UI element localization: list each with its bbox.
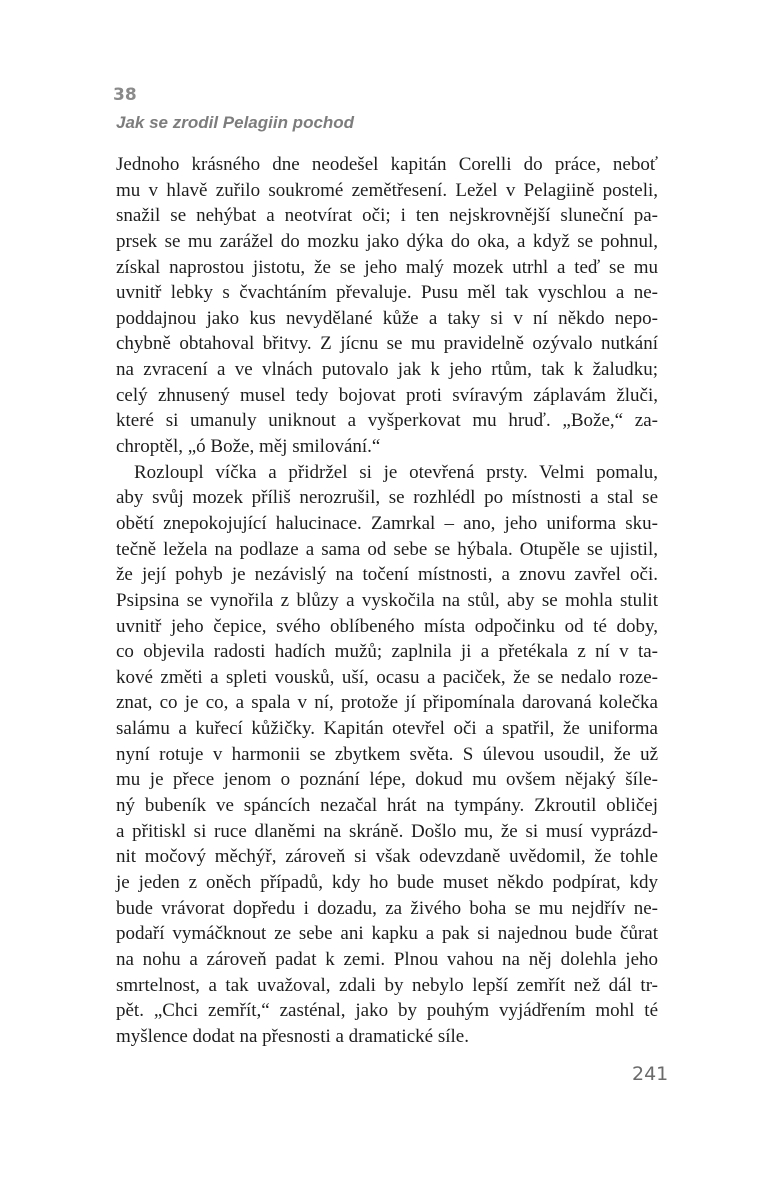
text-line: nyní rotuje v harmonii se zbytkem světa. S úlevou usoudil, že už [116,743,658,765]
text-line: co objevila radosti hadích mužů; zaplnila ji a přetékala z ní v ta- [116,641,658,663]
text-line: ný bubeník ve spáncích nezačal hrát na tympány. Zkroutil obličej [116,795,658,817]
text-line: na zvracení a ve vlnách putovalo jak k jeho rtům, tak k žaludku; [116,359,658,381]
text-line: tečně ležela na podlaze a sama od sebe se hýbala. Otupěle se ujistil, [116,538,658,560]
text-line: snažil se nehýbat a neotvírat oči; i ten nejskrovnější sluneční pa- [116,205,658,227]
text-line: smrtelnost, a tak uvažoval, zdali by nebylo lepší zemřít než dál tr- [116,974,658,996]
text-line: obětí znepokojující halucinace. Zamrkal – ano, jeho uniforma sku- [116,512,658,534]
text-line: Rozloupl víčka a přidržel si je otevřená prsty. Velmi pomalu, [134,461,658,483]
text-line: získal naprostou jistotu, že se jeho malý mozek utrhl a teď se mu [116,256,658,278]
text-line: znat, co je co, a spala v ní, protože jí připomínala darovaná kolečka [116,692,658,714]
text-line: je jeden z oněch případů, kdy ho bude muset někdo podpírat, kdy [116,871,658,893]
text-line: Psipsina se vynořila z blůzy a vyskočila na stůl, aby se mohla stulit [116,589,658,611]
text-line: podaří vymáčknout ze sebe ani kapku a pak si najednou bude čůrat [116,923,658,945]
text-line: na nohu a zároveň padat k zemi. Plnou vahou na něj dolehla jeho [116,948,658,970]
text-line: mu v hlavě zuřilo soukromé zemětřesení. Ležel v Pelagiině posteli, [116,179,658,201]
chapter-number: 38 [113,85,137,105]
text-line: které si umanuly uniknout a vyšperkovat mu hruď. „Bože,“ za- [116,410,658,432]
page-number: 241 [632,1063,669,1085]
text-line: pět. „Chci zemřít,“ zasténal, jako by pouhým vyjádřením mohl té [116,1000,658,1022]
text-line: nit močový měchýř, zároveň si však odevzdaně uvědomil, že tohle [116,846,658,868]
text-line: salámu a kuřecí kůžičky. Kapitán otevřel oči a spatřil, že uniforma [116,718,658,740]
chapter-title: Jak se zrodil Pelagiin pochod [116,113,355,132]
text-line: uvnitř jeho čepice, svého oblíbeného místa odpočinku od té doby, [116,615,658,637]
text-line: kové změti a spleti vousků, uší, ocasu a paciček, že se nedalo roze- [116,666,658,688]
text-line: prsek se mu zarážel do mozku jako dýka do oka, a když se pohnul, [116,230,658,252]
text-line: aby svůj mozek příliš nerozrušil, se rozhlédl po místnosti a stal se [116,487,658,509]
text-line: bude vrávorat dopředu i dozadu, za živého boha se mu nejdřív ne- [116,897,658,919]
text-line: a přitiskl si ruce dlaněmi na skráně. Došlo mu, že si musí vyprázd- [116,820,658,842]
text-line: mu je přece jenom o poznání lépe, dokud mu ovšem nějaký šíle- [116,769,658,791]
body-text [116,152,658,1049]
text-line: celý zhnusený musel tedy bojovat proti svíravým záplavám žluči, [116,384,658,406]
text-line: chybně obtahoval břitvy. Z jícnu se mu pravidelně ozývalo nutkání [116,333,658,355]
text-line: chroptěl, „ó Bože, měj smilování.“ [116,436,381,458]
text-line: uvnitř lebky s čvachtáním převaluje. Pusu měl tak vyschlou a ne- [116,282,658,304]
text-line: že její pohyb je nezávislý na točení místnosti, a znovu zavřel oči. [116,564,658,586]
text-line: myšlence dodat na přesnosti a dramatické síle. [116,1025,469,1047]
text-line: poddajnou jako kus nevydělané kůže a taky si v ní někdo nepo- [116,307,658,329]
text-line: Jednoho krásného dne neodešel kapitán Corelli do práce, neboť [116,154,658,175]
